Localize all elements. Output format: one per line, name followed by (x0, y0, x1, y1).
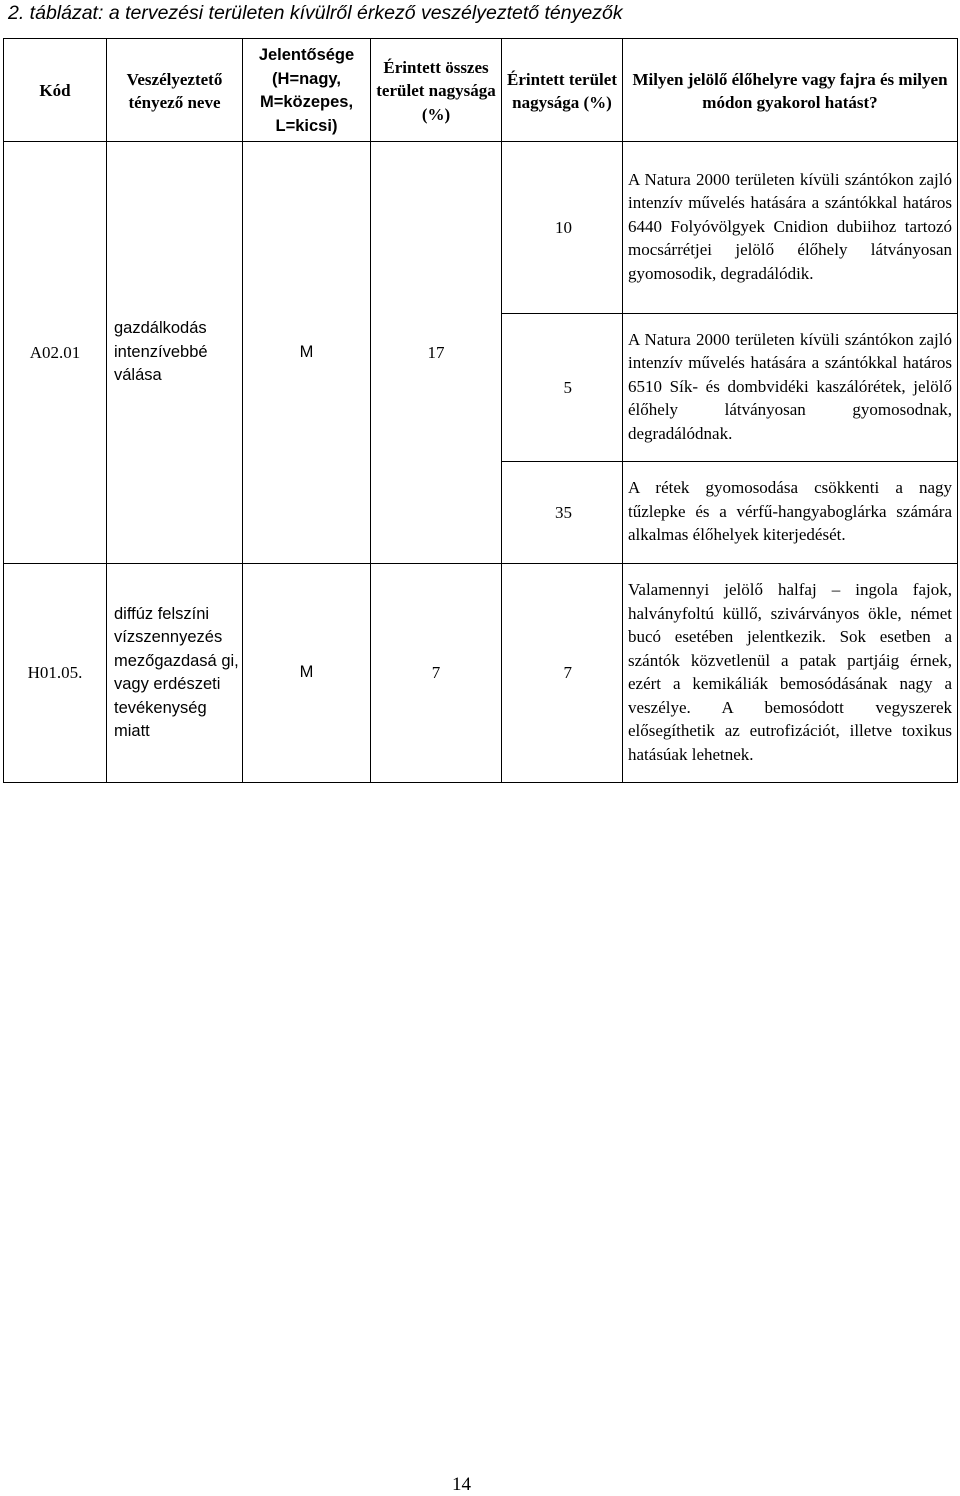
row-kod: A02.01 (4, 142, 107, 564)
header-kod: Kód (4, 39, 107, 142)
row-tenyezo: gazdálkodás intenzívebbé válása (107, 142, 243, 564)
row-hatas: A Natura 2000 területen kívüli szántókon zajló intenzív művelés hatására a szántókkal határos 6440 Folyóvölgyek Cnidion dubiihoz tartozó mocsárrétjei jelölő élőhely látványosan gyomosodik, degradálódik. (623, 142, 958, 314)
page-number: 14 (452, 1474, 471, 1495)
row-kod: H01.05. (4, 564, 107, 783)
header-hatas: Milyen jelölő élőhelyre vagy fajra és milyen módon gyakorol hatást? (623, 39, 958, 142)
header-jelentoseg: Jelentősége (H=nagy, M=közepes, L=kicsi) (243, 39, 371, 142)
row-osszes-terulet: 7 (371, 564, 502, 783)
threat-factors-table (3, 38, 958, 783)
row-hatas: Valamennyi jelölő halfaj – ingola fajok, halványfoltú küllő, szivárványos ökle, német bucó esetében jelentkezik. Sok esetben a szántók közvetlenül a patak partjáig érnek, ezért a kemikáliák bemosódásának nagy a veszélye. A bemosódott vegyszerek elősegíthetik az eutrofizációt, illetve toxikus hatásúak lehetnek. (623, 564, 958, 783)
row-jelentoseg: M (243, 564, 371, 783)
table-caption: 2. táblázat: a tervezési területen kívülről érkező veszélyeztető tényezők (8, 2, 623, 24)
row-terulet: 7 (502, 564, 623, 783)
row-hatas: A rétek gyomosodása csökkenti a nagy tűzlepke és a vérfű-hangyaboglárka számára alkalmas élőhelyek kiterjedését. (623, 462, 958, 564)
row-tenyezo: diffúz felszíni vízszennyezés mezőgazdasá gi, vagy erdészeti tevékenység miatt (107, 564, 243, 783)
header-terulet: Érintett terület nagysága (%) (502, 39, 623, 142)
header-osszes-terulet: Érintett összes terület nagysága (%) (371, 39, 502, 142)
header-tenyezo: Veszélyeztető tényező neve (107, 39, 243, 142)
row-hatas: A Natura 2000 területen kívüli szántókon zajló intenzív művelés hatására a szántókkal határos 6510 Sík- és dombvidéki kaszálórétek, jelölő élőhely látványosan gyomosodnak, degradálódnak. (623, 314, 958, 462)
table-row (4, 142, 958, 314)
table-header-row (4, 39, 958, 142)
row-terulet: 35 (502, 462, 623, 564)
row-osszes-terulet: 17 (371, 142, 502, 564)
row-terulet: 5 (502, 314, 623, 462)
table-row (4, 564, 958, 783)
row-terulet: 10 (502, 142, 623, 314)
row-jelentoseg: M (243, 142, 371, 564)
